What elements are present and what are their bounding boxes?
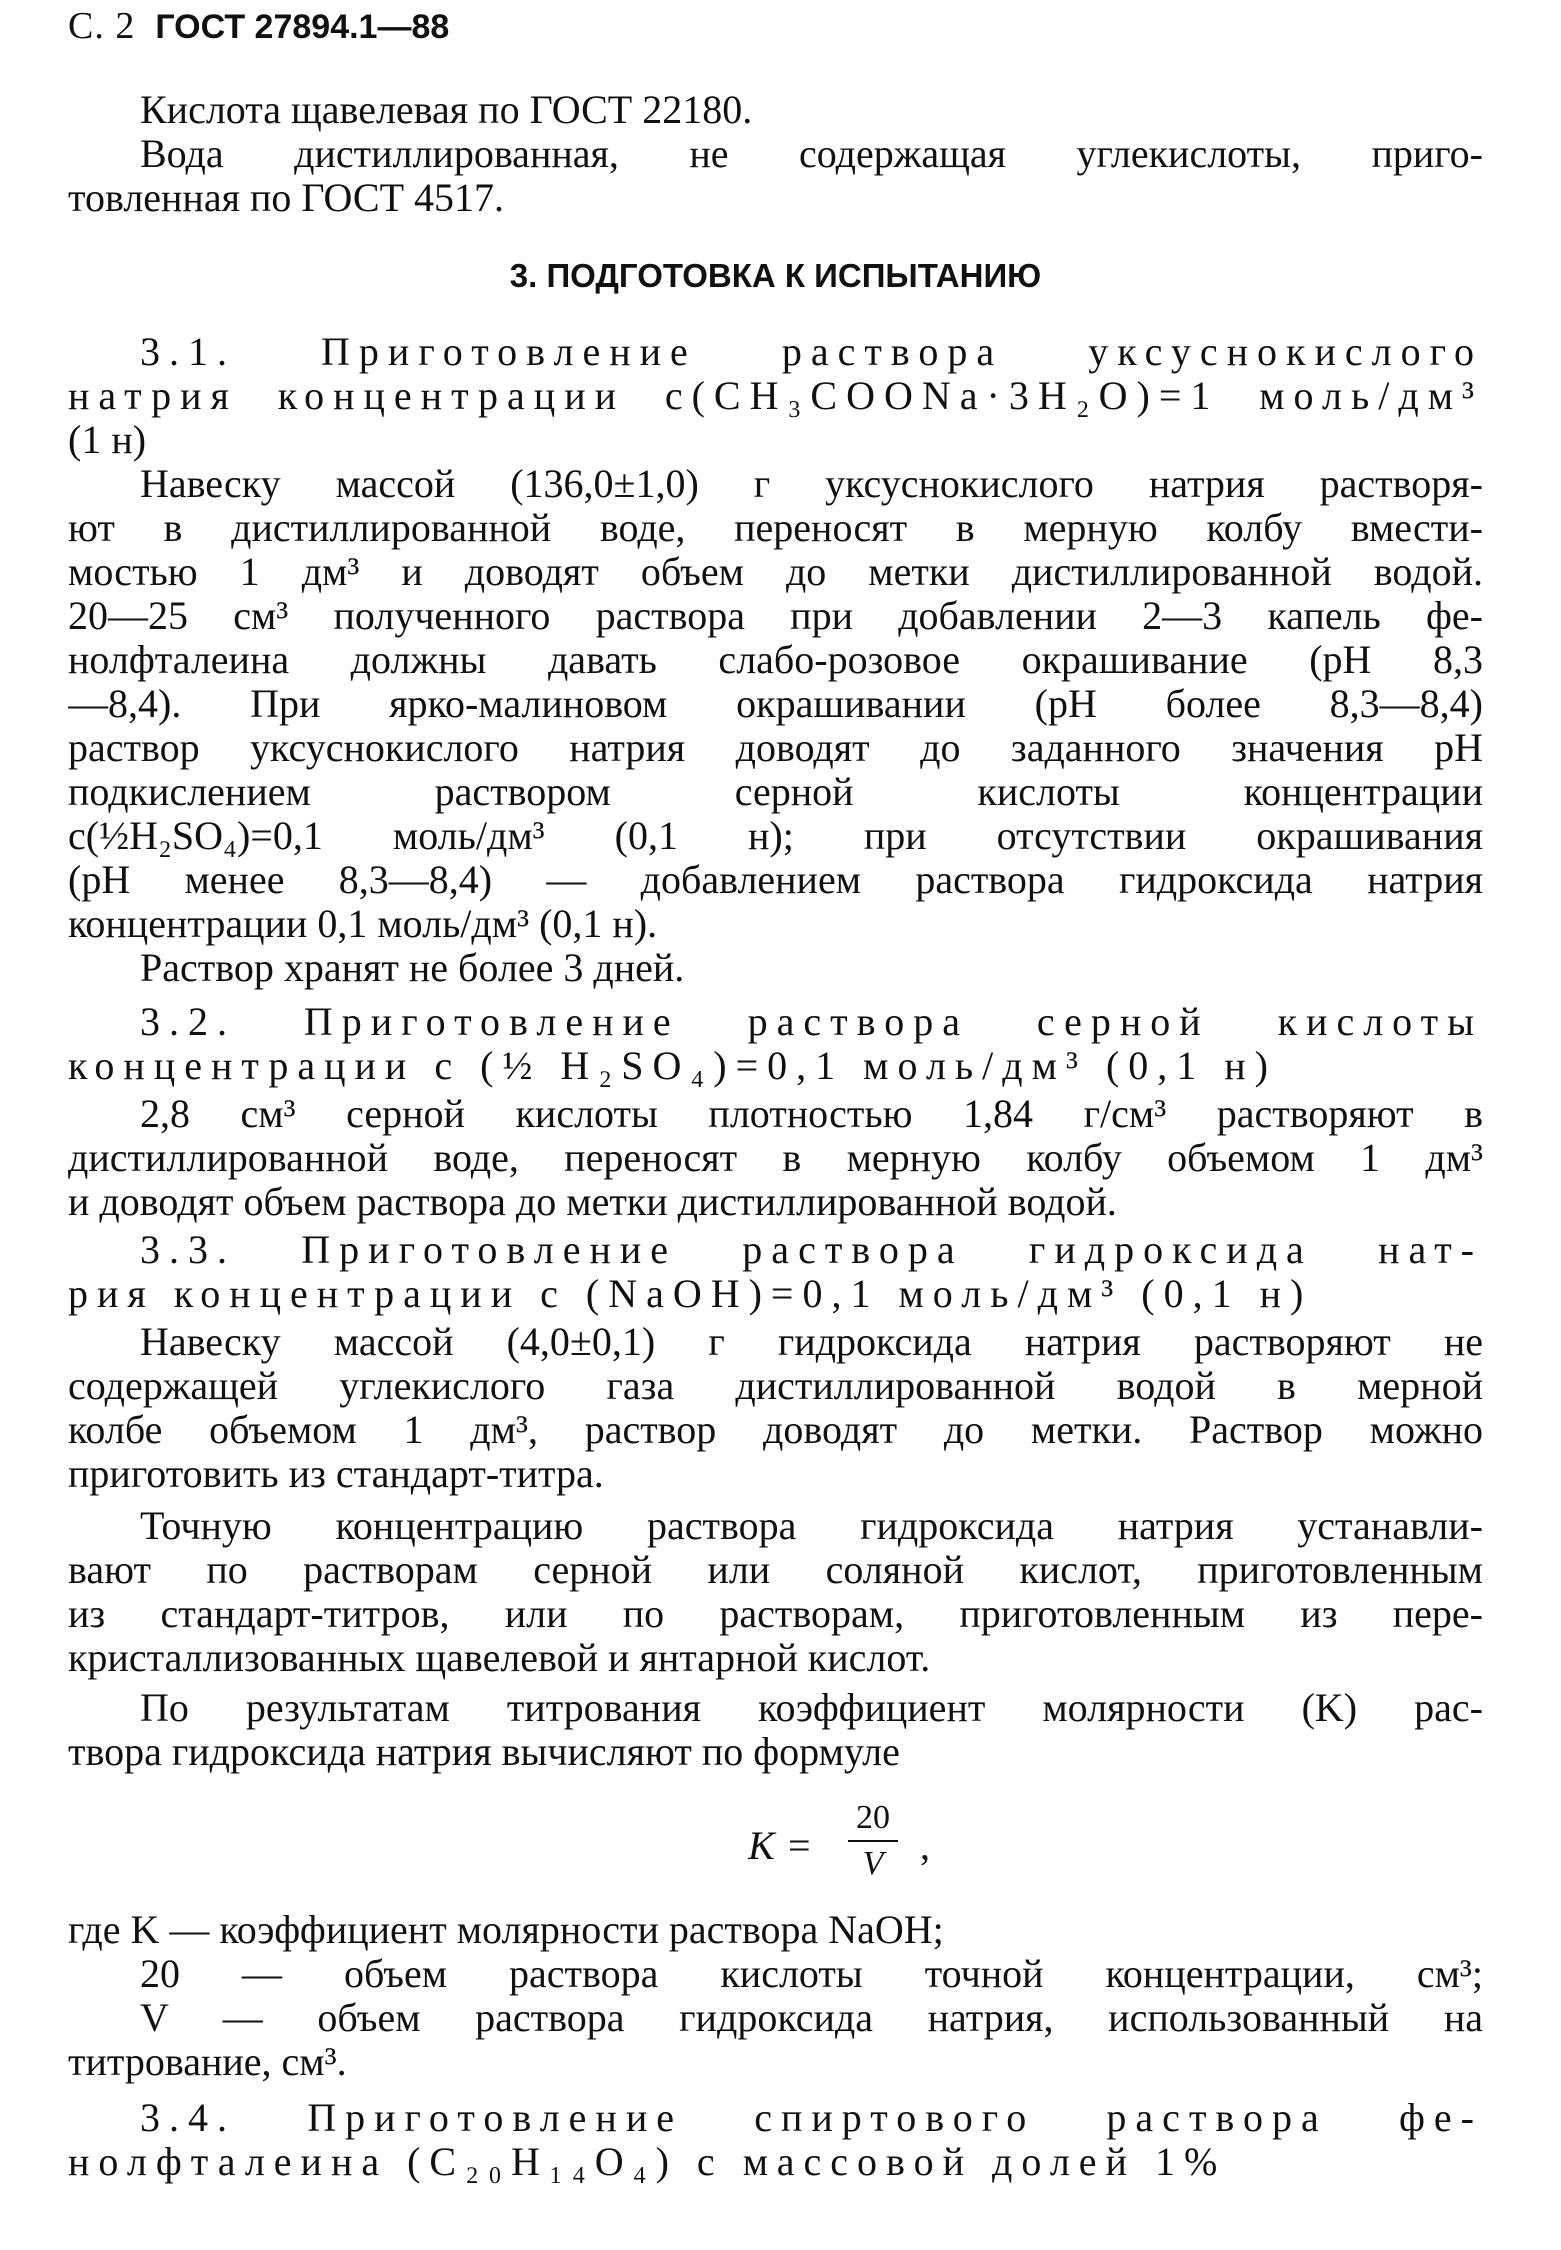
subsection-title: 3.3. Приготовление раствора гидроксида нат- xyxy=(140,1228,1483,1272)
text-line: Навеску массой (4,0±0,1) г гидроксида натрия растворяют не xyxy=(140,1320,1483,1364)
formula-numerator: 20 xyxy=(856,1799,890,1836)
text-line: твора гидроксида натрия вычисляют по формуле xyxy=(68,1730,900,1774)
text-line: По результатам титрования коэффициент молярности (K) рас- xyxy=(140,1686,1483,1730)
subsection-title: нолфталеина (C₂₀H₁₄O₄) с массовой долей 1% xyxy=(68,2140,1227,2184)
text-line: (pH менее 8,3—8,4) — добавлением раствора гидроксида натрия xyxy=(68,858,1483,902)
text-line: колбе объемом 1 дм³, раствор доводят до метки. Раствор можно xyxy=(68,1408,1483,1452)
formula-denominator: V xyxy=(862,1845,884,1882)
text-line: —8,4). При ярко-малиновом окрашивании (pH более 8,3—8,4) xyxy=(68,682,1483,726)
fraction-bar xyxy=(848,1840,898,1842)
text-line: V — объем раствора гидроксида натрия, использованный на xyxy=(140,1996,1483,2040)
text-line: Кислота щавелевая по ГОСТ 22180. xyxy=(140,88,753,132)
text-line: раствор уксуснокислого натрия доводят до заданного значения pH xyxy=(68,726,1483,770)
formula-comma: , xyxy=(920,1823,930,1868)
subsection-title: концентрации c (½ H₂SO₄)=0,1 моль/дм³ (0,1 н) xyxy=(68,1044,1277,1088)
text-line: Раствор хранят не более 3 дней. xyxy=(140,946,685,990)
document-page xyxy=(68,0,1483,2250)
text-line: Вода дистиллированная, не содержащая углекислоты, приго- xyxy=(140,132,1483,176)
text-line: Точную концентрацию раствора гидроксида натрия устанавли- xyxy=(140,1504,1483,1548)
text-line: и доводят объем раствора до метки дистиллированной водой. xyxy=(68,1180,1117,1224)
text-line: содержащей углекислого газа дистиллированной водой в мерной xyxy=(68,1364,1483,1408)
text-line: ют в дистиллированной воде, переносят в мерную колбу вмести- xyxy=(68,506,1483,550)
subsection-title: 3.4. Приготовление спиртового раствора фе- xyxy=(140,2096,1483,2140)
text-line: концентрации 0,1 моль/дм³ (0,1 н). xyxy=(68,902,658,946)
subsection-title: 3.1. Приготовление раствора уксуснокислого xyxy=(140,330,1483,374)
text-line: из стандарт-титров, или по растворам, приготовленным из пере- xyxy=(68,1592,1483,1636)
section-heading: 3. ПОДГОТОВКА К ИСПЫТАНИЮ xyxy=(509,257,1042,294)
text-line: 20—25 см³ полученного раствора при добавлении 2—3 капель фе- xyxy=(68,594,1483,638)
text-line: приготовить из стандарт-титра. xyxy=(68,1452,604,1496)
text-line: 2,8 см³ серной кислоты плотностью 1,84 г/см³ растворяют в xyxy=(140,1092,1483,1136)
page-number: С. 2 xyxy=(68,5,136,47)
subsection-title: рия концентрации c (NaOH)=0,1 моль/дм³ (0,1 н) xyxy=(68,1272,1313,1316)
formula-fraction xyxy=(848,1798,898,1884)
page-header xyxy=(68,4,449,49)
subsection-title: 3.2. Приготовление раствора серной кислоты xyxy=(140,1000,1483,1044)
text-line: 20 — объем раствора кислоты точной концентрации, см³; xyxy=(140,1952,1483,1996)
formula-lhs: K xyxy=(748,1823,775,1868)
text-line: c(½H₂SO₄)=0,1 моль/дм³ (0,1 н); при отсутствии окрашивания xyxy=(68,814,1483,858)
subsection-title: (1 н) xyxy=(68,418,147,462)
text-line: Навеску массой (136,0±1,0) г уксуснокислого натрия растворя- xyxy=(140,462,1483,506)
text-line: где K — коэффициент молярности раствора NaOH; xyxy=(68,1908,944,1952)
subsection-title: натрия концентрации c(CH₃COONa·3H₂O)=1 моль/дм³ xyxy=(68,374,1483,418)
text-line: дистиллированной воде, переносят в мерную колбу объемом 1 дм³ xyxy=(68,1136,1483,1180)
text-line: подкислением раствором серной кислоты концентрации xyxy=(68,770,1483,814)
text-line: товленная по ГОСТ 4517. xyxy=(68,176,505,220)
text-line: вают по растворам серной или соляной кислот, приготовленным xyxy=(68,1548,1483,1592)
text-line: титрование, см³. xyxy=(68,2040,347,2084)
standard-number: ГОСТ 27894.1—88 xyxy=(155,8,450,46)
text-line: мостью 1 дм³ и доводят объем до метки дистиллированной водой. xyxy=(68,550,1483,594)
text-line: кристаллизованных щавелевой и янтарной кислот. xyxy=(68,1636,931,1680)
formula-equals: = xyxy=(788,1823,811,1868)
text-line: нолфталеина должны давать слабо-розовое окрашивание (pH 8,3 xyxy=(68,638,1483,682)
